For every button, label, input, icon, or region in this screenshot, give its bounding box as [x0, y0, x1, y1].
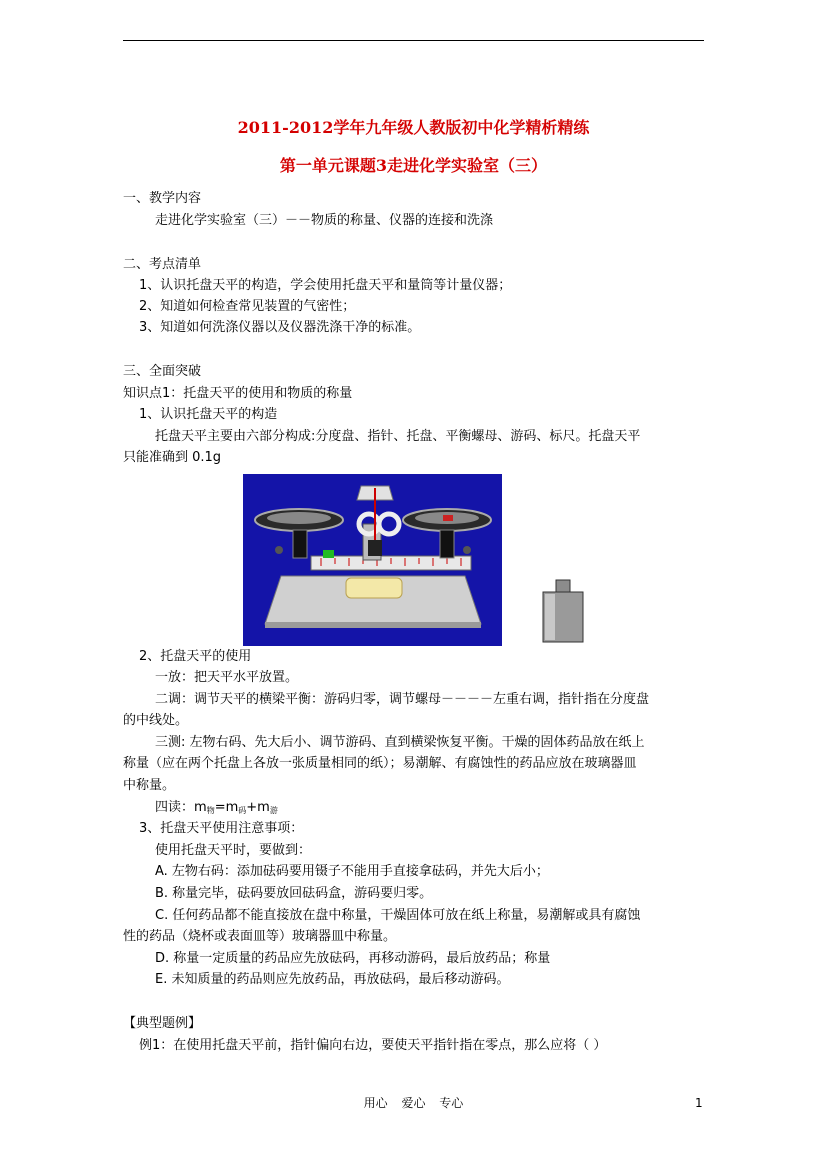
- balance-nut-right: [463, 546, 471, 554]
- paragraph: 三测: 左物右码、先大后小、调节游码、直到横梁恢复平衡。干燥的固体药品放在纸上: [155, 735, 645, 750]
- formula-sub-object: 物: [206, 806, 215, 815]
- page-footer: 用心 爱心 专心: [363, 1096, 464, 1110]
- list-item: C. 任何药品都不能直接放在盘中称量，干燥固体可放在纸上称量，易潮解或具有腐蚀: [155, 908, 641, 923]
- formula-sub-weight: 码: [238, 806, 247, 815]
- section-body-1: 走进化学实验室（三）－－物质的称量、仪器的连接和洗涤: [155, 213, 494, 228]
- weight-highlight: [545, 594, 555, 640]
- examples-heading: 【典型题例】: [123, 1016, 202, 1031]
- list-item: B. 称量完毕，砝码要放回砝码盒，游码要归零。: [155, 886, 433, 901]
- list-item: E. 未知质量的药品则应先放药品，再放砝码，最后移动游码。: [155, 972, 510, 987]
- formula-m: m: [194, 800, 207, 815]
- formula-label: 四读：: [155, 800, 195, 815]
- paragraph: 称量（应在两个托盘上各放一张质量相同的纸）；易潮解、有腐蚀性的药品应放在玻璃器皿: [123, 756, 637, 771]
- right-pan-support: [440, 530, 454, 558]
- formula-sub-rider: 游: [269, 806, 278, 815]
- document-title: 2011-2012学年九年级人教版初中化学精析精练: [237, 118, 590, 137]
- list-item: A. 左物右码：添加砝码要用镊子不能用手直接拿砝码，并先大后小；: [155, 864, 549, 879]
- page-number: 1: [695, 1096, 703, 1110]
- formula-line: [155, 800, 278, 819]
- paragraph: 一放：把天平水平放置。: [155, 670, 299, 685]
- subsection-2: 2、托盘天平的使用: [139, 649, 252, 664]
- balance-figure: [243, 474, 590, 646]
- list-item: 3、知道如何洗涤仪器以及仪器洗涤干净的标准。: [139, 320, 421, 335]
- pan-weight-mark: [443, 515, 453, 521]
- section-heading-3: 三、全面突破: [123, 364, 202, 379]
- paragraph: 中称量。: [123, 778, 176, 793]
- paragraph: 只能准确到 0.1g: [123, 450, 222, 465]
- list-item: 2、知道如何检查常见装置的气密性；: [139, 299, 356, 314]
- base-bottom: [265, 622, 481, 628]
- balance-nut-left: [275, 546, 283, 554]
- document-subtitle: 第一单元课题3走进化学实验室（三）: [279, 156, 548, 175]
- base-label-plate: [346, 578, 402, 598]
- paragraph: 的中线处。: [123, 713, 189, 728]
- left-pan-support: [293, 530, 307, 558]
- list-item: D. 称量一定质量的药品应先放砝码，再移动游码，最后放药品；称量: [155, 951, 551, 966]
- paragraph: 托盘天平主要由六部分构成:分度盘、指针、托盘、平衡螺母、游码、标尺。托盘天平: [155, 429, 641, 444]
- subsection-1: 1、认识托盘天平的构造: [139, 407, 278, 422]
- list-item: 性的药品（烧杯或表面皿等）玻璃器皿中称量。: [123, 929, 397, 944]
- formula-plus: +m: [246, 800, 270, 815]
- formula-equals: =m: [214, 800, 239, 815]
- list-item: 1、认识托盘天平的构造，学会使用托盘天平和量筒等计量仪器；: [139, 278, 512, 293]
- subsection-3: 3、托盘天平使用注意事项：: [139, 821, 304, 836]
- header-rule: [123, 40, 704, 41]
- weight-handle: [556, 580, 570, 592]
- paragraph: 使用托盘天平时，要做到：: [155, 843, 312, 858]
- pointer-base: [368, 540, 382, 556]
- example-question-1: 例1：在使用托盘天平前，指针偏向右边，要使天平指针指在零点，那么应将（ ）: [139, 1038, 607, 1053]
- section-heading-2: 二、考点清单: [123, 257, 202, 272]
- paragraph: 二调：调节天平的横梁平衡：游码归零，调节螺母－－－－左重右调，指针指在分度盘: [155, 692, 650, 707]
- knowledge-point-1: 知识点1：托盘天平的使用和物质的称量: [123, 386, 353, 401]
- rider-slider: [323, 550, 334, 558]
- left-pan-inner: [267, 512, 331, 524]
- section-heading-1: 一、教学内容: [123, 191, 202, 206]
